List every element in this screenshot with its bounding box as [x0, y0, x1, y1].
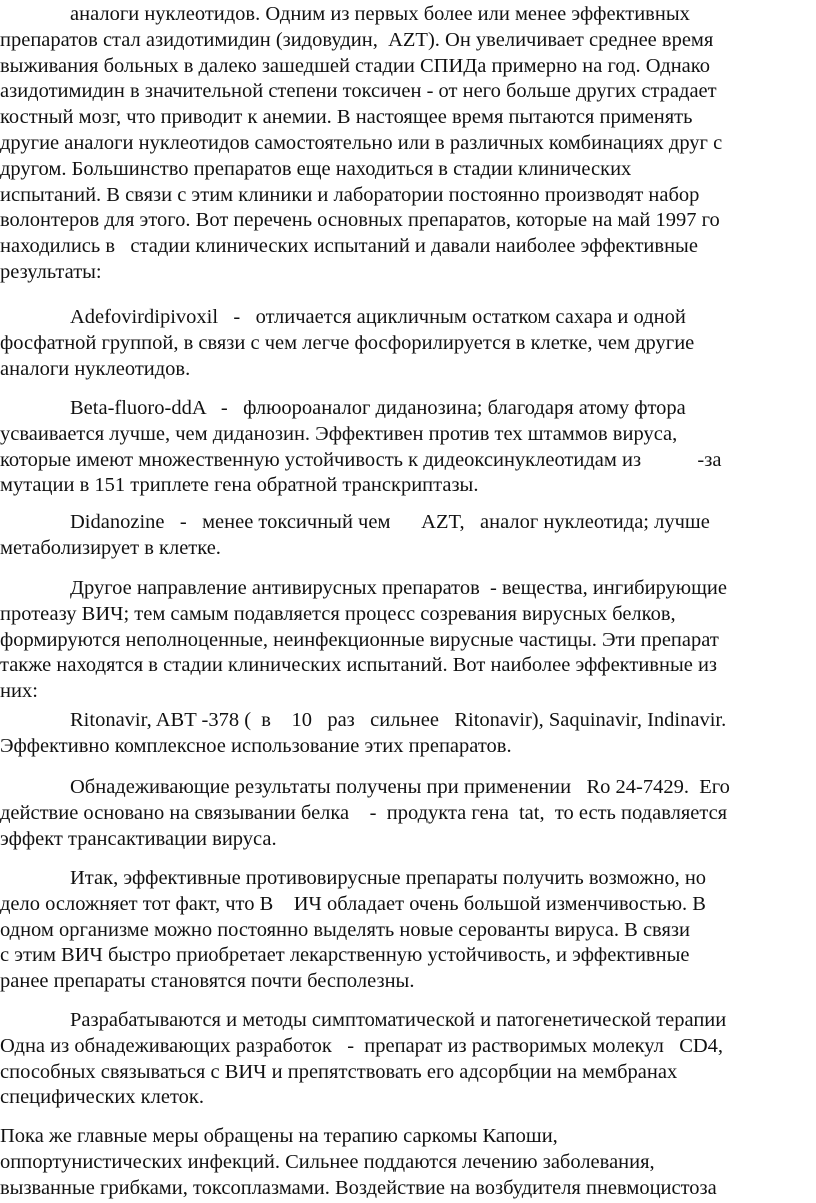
text-line: результаты:: [0, 260, 102, 283]
text-line: Одна из обнадеживающих разработок - препарат из растворимых молекул CD4,: [0, 1034, 724, 1057]
text-line: находились в стадии клинических испытаний и давали наиболее эффективные: [0, 235, 698, 258]
text-line: испытаний. В связи с этим клиники и лаборатории постоянно производят набор: [0, 183, 700, 206]
text-line: с этим ВИЧ быстро приобретает лекарственную устойчивость, и эффективные: [0, 944, 690, 967]
text-line: оппортунистических инфекций. Сильнее поддаются лечению заболевания,: [0, 1150, 655, 1173]
text-line: Итак, эффективные противовирусные препараты получить возможно, но: [70, 867, 707, 889]
text-line: аналоги нуклеотидов.: [0, 357, 191, 380]
text-line: действие основано на связывании белка - продукта гена tat, то есть подавляется: [0, 801, 728, 824]
text-line: которые имеют множественную устойчивость к дидеоксинуклеотидам из -за: [0, 448, 722, 471]
text-line: аналоги нуклеотидов. Одним из первых более или менее эффективных: [70, 3, 690, 25]
text-line: Разрабатываются и методы симптоматической и патогенетической терапии: [70, 1009, 727, 1031]
text-line: ранее препараты становятся почти бесполезны.: [0, 970, 415, 993]
text-line: Другое направление антивирусных препаратов - вещества, ингибирующие: [70, 577, 727, 599]
text-line: протеазу ВИЧ; тем самым подавляется процесс созревания вирусных белков,: [0, 602, 676, 625]
text-line: них:: [0, 680, 38, 703]
text-line: другие аналоги нуклеотидов самостоятельно или в различных комбинациях друг с: [0, 131, 723, 154]
text-line: также находятся в стадии клинических испытаний. Вот наиболее эффективные из: [0, 654, 718, 677]
text-line: фосфатной группой, в связи с чем легче фосфорилируется в клетке, чем другие: [0, 331, 695, 354]
text-line: дело осложняет тот факт, что В ИЧ обладает очень большой изменчивостью. В: [0, 892, 706, 915]
text-line: Эффективно комплексное использование этих препаратов.: [0, 734, 512, 757]
text-line: вызванные грибками, токсоплазмами. Воздействие на возбудителя пневмоцистоза: [0, 1176, 717, 1199]
paragraph-10: [0, 1124, 816, 1201]
text-line: Adefovirdipivoxil - отличается ацикличным остатком сахара и одной: [70, 306, 686, 328]
text-line: Пока же главные меры обращены на терапию саркомы Капоши,: [0, 1125, 558, 1147]
paragraph-1: [0, 2, 816, 286]
text-line: Обнадеживающие результаты получены при применении Ro 24-7429. Его: [70, 776, 730, 798]
text-line: костный мозг, что приводит к анемии. В настоящее время пытаются применять: [0, 106, 693, 129]
paragraph-9: [0, 1008, 816, 1111]
text-line: одном организме можно постоянно выделять новые серованты вируса. В связи: [0, 918, 690, 941]
text-line: Beta-fluoro-ddA - флюороаналог диданозина; благодаря атому фтора: [70, 397, 686, 419]
text-line: мутации в 151 триплете гена обратной транскриптазы.: [0, 474, 479, 497]
text-line: усваивается лучше, чем диданозин. Эффективен против тех штаммов вируса,: [0, 422, 678, 445]
text-line: волонтеров для этого. Вот перечень основных препаратов, которые на май 1997 го: [0, 209, 720, 232]
text-line: формируются неполноценные, неинфекционные вирусные частицы. Эти препарат: [0, 628, 719, 651]
text-line: метаболизирует в клетке.: [0, 536, 221, 559]
text-line: выживания больных в далеко зашедшей стадии СПИДа примерно на год. Однако: [0, 54, 710, 77]
paragraph-6: [0, 708, 816, 760]
paragraph-8: [0, 866, 816, 995]
text-line: специфических клеток.: [0, 1086, 204, 1109]
paragraph-5: [0, 576, 816, 705]
text-line: Ritonavir, ABT -378 ( в 10 раз сильнее Ritonavir), Saquinavir, Indinavir.: [70, 709, 727, 731]
paragraph-3: [0, 396, 816, 499]
paragraph-7: [0, 775, 816, 852]
text-line: азидотимидин в значительной степени токсичен - от него больше других страдает: [0, 80, 717, 103]
text-line: препаратов стал азидотимидин (зидовудин, AZT). Он увеличивает среднее время: [0, 28, 714, 51]
text-line: другом. Большинство препаратов еще находиться в стадии клинических: [0, 157, 632, 180]
text-line: Didanozine - менее токсичный чем AZT, аналог нуклеотида; лучше: [70, 511, 710, 533]
paragraph-2: [0, 305, 816, 382]
text-line: эффект трансактивации вируса.: [0, 827, 277, 850]
text-line: способных связываться с ВИЧ и препятствовать его адсорбции на мембранах: [0, 1060, 678, 1083]
paragraph-4: [0, 510, 816, 562]
